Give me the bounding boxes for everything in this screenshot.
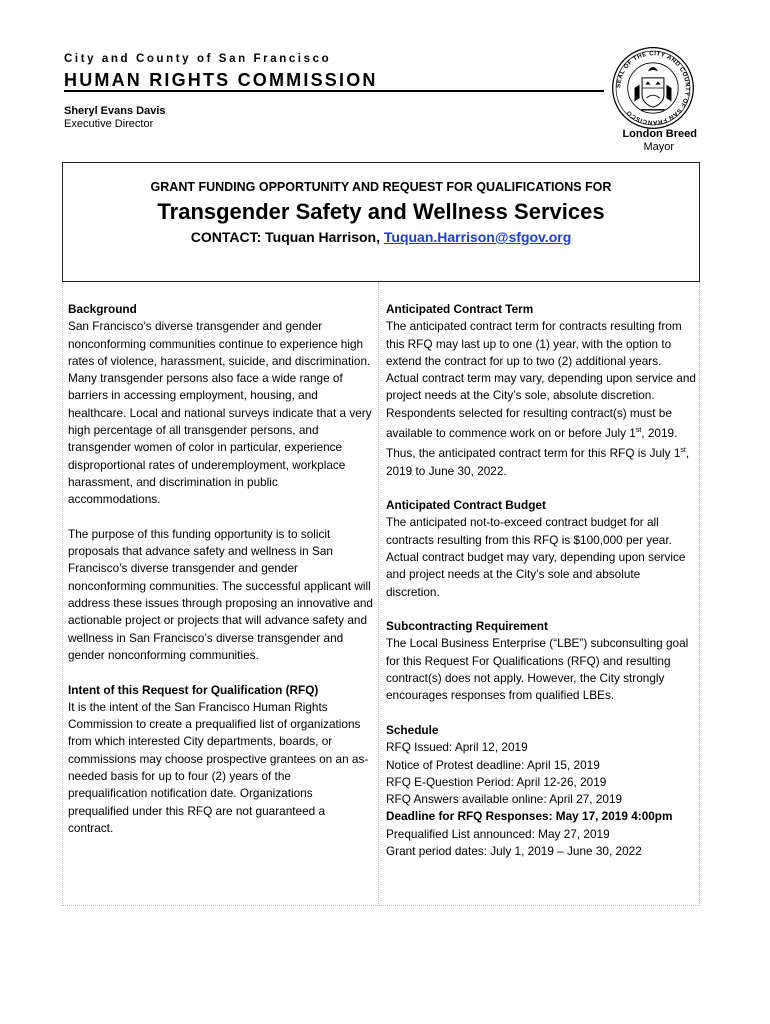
schedule-deadline: Deadline for RFQ Responses: May 17, 2019 4:00pm [386, 809, 673, 824]
header-rule [64, 90, 604, 92]
mayor-name: London Breed [622, 128, 697, 140]
city-seal-icon [611, 46, 695, 130]
intent-heading: Intent of this Request for Qualification (RFQ) [68, 682, 319, 697]
svg-text:SEAL OF THE CITY AND COUNTY OF: SEAL OF THE CITY AND COUNTY OF SAN FRANCISCO [616, 51, 690, 125]
contact-email-link[interactable]: Tuquan.Harrison@sfgov.org [383, 229, 572, 245]
org-heading: HUMAN RIGHTS COMMISSION [64, 70, 378, 90]
column-divider [378, 282, 379, 906]
city-county-heading: City and County of San Francisco [64, 53, 332, 65]
background-heading: Background [68, 302, 137, 316]
schedule-item: Prequalified List announced: May 27, 2019 [386, 826, 610, 841]
schedule-item: RFQ Issued: April 12, 2019 [386, 740, 528, 755]
left-column [68, 301, 373, 837]
contract-budget-heading: Anticipated Contract Budget [386, 498, 546, 513]
contact-label: CONTACT: Tuquan Harrison, [190, 229, 380, 245]
schedule-item: RFQ E-Question Period: April 12-26, 2019 [386, 774, 607, 789]
schedule-item: Notice of Protest deadline: April 15, 2019 [386, 757, 600, 772]
intent-text: It is the intent of the San Francisco Human Rights Commission to create a prequalified list of organizations from which interested City departments, boards, or commissions may choose prospective grantees on an as-needed basis for up to four (2) years of the prequalification notification date. Organizations prequalified under this RFQ are not guaranteed a contract. [68, 699, 369, 835]
contract-budget-text: The anticipated not-to-exceed contract budget for all contracts resulting from this RFQ is $100,000 per year. Actual contract budget may vary, depending upon service and project needs at the City’s sole and absolute discretion. [386, 515, 686, 599]
contract-term-heading: Anticipated Contract Term [386, 302, 534, 316]
background-text: San Francisco’s diverse transgender and gender nonconforming communities continue to experience high rates of violence, harassment, suicide, and discrimination. Many transgender persons also face a wide range of barriers in accessing employment, housing, and healthcare. Local and national surveys indicate that a very high percentage of all transgender persons, and transgender women of color in particular, experience disproportional rates of underemployment, workplace harassment, and discrimination in public accommodations. [68, 319, 372, 507]
contract-term-text: The anticipated contract term for contracts resulting from this RFQ may last up to one (1) year, with the option to extend the contract for up to two (2) additional years. Actual contract term may vary, depending upon service and project needs at the City’s sole, absolute discretion. Respondents selected for resulting contract(s) must be available to commence work on or before July 1st, 2019. Thus, the anticipated contract term for this RFQ is July 1st, 2019 to June 30, 2022. [386, 319, 696, 478]
schedule-item: Grant period dates: July 1, 2019 – June 30, 2022 [386, 844, 642, 859]
right-column [386, 301, 696, 860]
purpose-text: The purpose of this funding opportunity is to solicit proposals that advance safety and wellness in San Francisco’s diverse transgender and gender nonconforming communities. The successful applicant will address these issues through proposing an innovative and actionable project or projects that will advance safety and wellness in San Francisco’s diverse transgender and gender nonconforming communities. [68, 526, 373, 662]
page-title: Transgender Safety and Wellness Services [157, 199, 605, 224]
subcontracting-heading: Subcontracting Requirement [386, 619, 548, 634]
grant-opportunity-heading: GRANT FUNDING OPPORTUNITY AND REQUEST FOR QUALIFICATIONS FOR [150, 180, 612, 194]
director-name: Sheryl Evans Davis [64, 105, 166, 117]
mayor-title: Mayor [643, 141, 674, 153]
director-title: Executive Director [64, 118, 154, 130]
subcontracting-text: The Local Business Enterprise (“LBE”) subconsulting goal for this Request For Qualifications (RFQ) and resulting contract(s) does not apply. However, the City strongly encourages responses from qualified LBEs. [386, 636, 689, 703]
contact-line [62, 229, 700, 245]
schedule-item: RFQ Answers available online: April 27, 2019 [386, 792, 623, 807]
schedule-heading: Schedule [386, 722, 439, 737]
